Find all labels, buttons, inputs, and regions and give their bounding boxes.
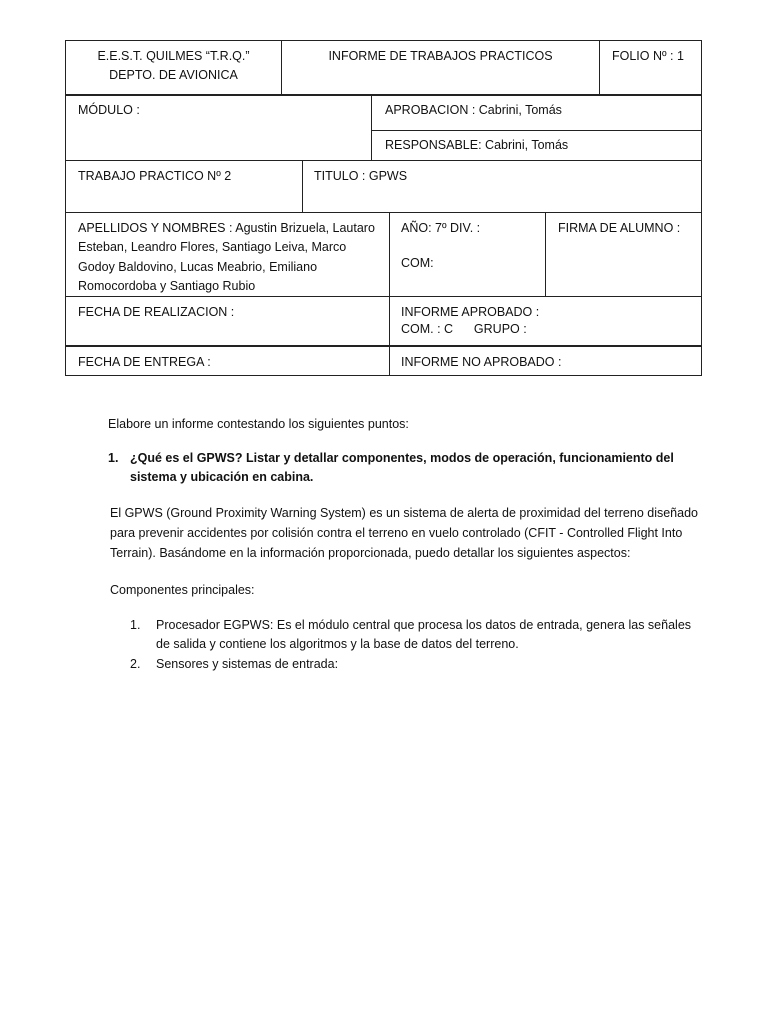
com-field: COM: [401, 256, 434, 270]
list-item-number: 1. [130, 618, 141, 632]
informe-aprobado-field: INFORME APROBADO : [401, 305, 540, 319]
row-divider [65, 94, 702, 96]
fecha-entrega-field: FECHA DE ENTREGA : [78, 355, 211, 369]
column-divider [545, 212, 546, 296]
question-number: 1. [108, 451, 119, 465]
com-grupo-field: COM. : C GRUPO : [401, 322, 527, 336]
responsable-field: RESPONSABLE: Cabrini, Tomás [385, 138, 569, 152]
report-title: INFORME DE TRABAJOS PRACTICOS [328, 49, 553, 63]
fecha-realizacion-field: FECHA DE REALIZACION : [78, 305, 235, 319]
column-divider [599, 40, 600, 94]
modulo-field: MÓDULO : [78, 103, 140, 117]
question-line-2: sistema y ubicación en cabina. [130, 470, 314, 485]
column-divider [389, 212, 390, 376]
list-item [130, 655, 702, 674]
list-item-text: Procesador EGPWS: Es el módulo central que procesa los datos de entrada, genera las señales de salida y contiene los algoritmos y la base de datos del terreno. [156, 618, 692, 652]
components-list [130, 616, 702, 674]
row-divider [65, 160, 702, 161]
titulo-field: TITULO : GPWS [314, 169, 408, 183]
row-divider [65, 212, 702, 213]
column-divider [302, 160, 303, 212]
list-item [130, 616, 702, 655]
apellidos-nombres-field: APELLIDOS Y NOMBRES : Agustin Brizuela, Lautaro Esteban, Leandro Flores, Santiago Leiva, Marco Godoy Baldovino, Lucas Meabrio, Emiliano Romocordoba y Santiago Rubio [78, 221, 375, 294]
intro-text: Elabore un informe contestando los siguientes puntos: [108, 417, 409, 431]
school-name-cell [66, 47, 281, 86]
row-divider [65, 345, 702, 347]
column-divider [371, 94, 372, 160]
gpws-paragraph: El GPWS (Ground Proximity Warning System) es un sistema de alerta de proximidad del terreno diseñado para prevenir accidentes por colisión contra el terreno en vuelo controlado (CFIT - Controlled Flight Into Terrain). Basándome en la información proporcionada, puedo detallar los siguientes aspectos: [110, 506, 698, 560]
question-1 [108, 449, 700, 488]
folio-number: FOLIO Nº : 1 [612, 49, 684, 63]
firma-alumno-field: FIRMA DE ALUMNO : [558, 221, 681, 235]
informe-no-aprobado-field: INFORME NO APROBADO : [401, 355, 562, 369]
trabajo-practico-field: TRABAJO PRACTICO Nº 2 [78, 169, 232, 183]
row-divider [371, 130, 702, 131]
components-heading: Componentes principales: [110, 583, 255, 597]
list-item-number: 2. [130, 656, 141, 671]
school-name: E.E.S.T. QUILMES “T.R.Q.” [97, 49, 250, 63]
anio-division-field: AÑO: 7º DIV. : [401, 221, 481, 235]
department-name: DEPTO. DE AVIONICA [109, 68, 238, 83]
question-line-1: ¿Qué es el GPWS? Listar y detallar componentes, modos de operación, funcionamiento del [130, 451, 674, 465]
list-item-text: Sensores y sistemas de entrada: [156, 656, 339, 671]
aprobacion-field: APROBACION : Cabrini, Tomás [385, 103, 562, 117]
